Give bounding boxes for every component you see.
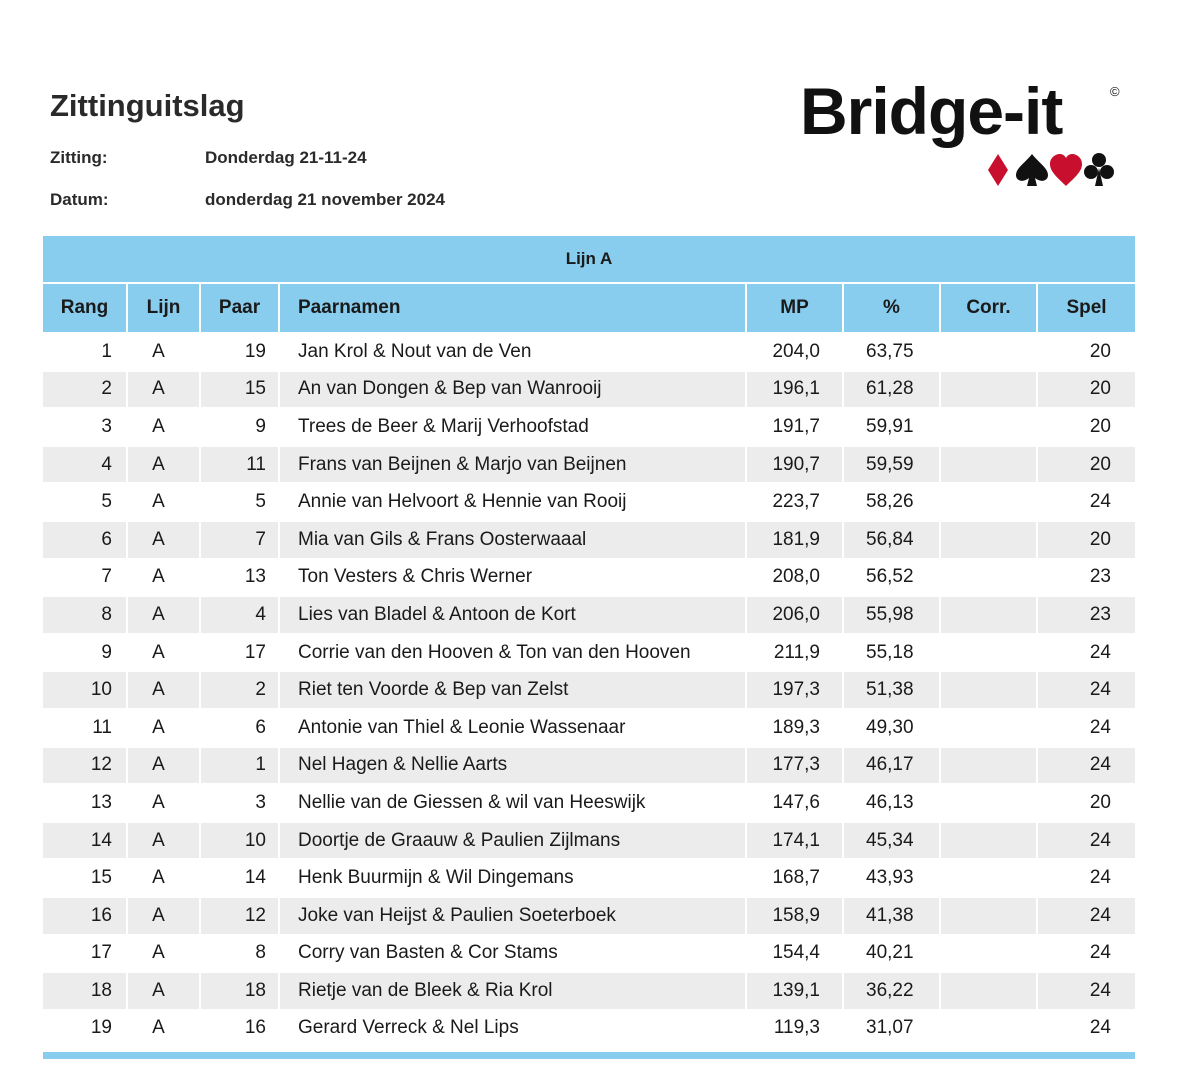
cell-rang: 14 bbox=[43, 822, 127, 860]
club-icon bbox=[1084, 153, 1114, 186]
table-row bbox=[43, 634, 1135, 672]
cell-percentage: 59,91 bbox=[843, 408, 940, 446]
header-percentage: % bbox=[843, 284, 940, 333]
cell-rang: 15 bbox=[43, 859, 127, 897]
cell-lijn: A bbox=[127, 483, 200, 521]
zitting-value: Donderdag 21-11-24 bbox=[205, 148, 367, 167]
cell-paar: 2 bbox=[200, 671, 279, 709]
cell-paar: 3 bbox=[200, 784, 279, 822]
table-row bbox=[43, 822, 1135, 860]
cell-lijn: A bbox=[127, 371, 200, 409]
cell-paar: 18 bbox=[200, 972, 279, 1010]
table-row bbox=[43, 371, 1135, 409]
cell-spel: 23 bbox=[1037, 559, 1135, 597]
cell-spel: 20 bbox=[1037, 784, 1135, 822]
cell-lijn: A bbox=[127, 784, 200, 822]
cell-rang: 6 bbox=[43, 521, 127, 559]
cell-corr bbox=[940, 1010, 1037, 1047]
cell-spel: 20 bbox=[1037, 408, 1135, 446]
table-row bbox=[43, 596, 1135, 634]
cell-spel: 24 bbox=[1037, 634, 1135, 672]
cell-paar: 16 bbox=[200, 1010, 279, 1047]
header-paar: Paar bbox=[200, 284, 279, 333]
cell-lijn: A bbox=[127, 972, 200, 1010]
cell-spel: 24 bbox=[1037, 897, 1135, 935]
cell-corr bbox=[940, 446, 1037, 484]
cell-mp: 204,0 bbox=[746, 333, 843, 371]
cell-lijn: A bbox=[127, 408, 200, 446]
table-row bbox=[43, 747, 1135, 785]
cell-corr bbox=[940, 972, 1037, 1010]
cell-paarnamen: Frans van Beijnen & Marjo van Beijnen bbox=[279, 446, 746, 484]
cell-spel: 23 bbox=[1037, 596, 1135, 634]
cell-corr bbox=[940, 935, 1037, 973]
cell-mp: 190,7 bbox=[746, 446, 843, 484]
cell-rang: 8 bbox=[43, 596, 127, 634]
cell-paarnamen: Henk Buurmijn & Wil Dingemans bbox=[279, 859, 746, 897]
cell-paarnamen: Mia van Gils & Frans Oosterwaaal bbox=[279, 521, 746, 559]
cell-lijn: A bbox=[127, 333, 200, 371]
table-bottom-bar bbox=[43, 1052, 1135, 1059]
cell-mp: 174,1 bbox=[746, 822, 843, 860]
cell-rang: 18 bbox=[43, 972, 127, 1010]
card-suits bbox=[986, 150, 1116, 190]
cell-spel: 24 bbox=[1037, 483, 1135, 521]
cell-percentage: 59,59 bbox=[843, 446, 940, 484]
cell-paarnamen: Jan Krol & Nout van de Ven bbox=[279, 333, 746, 371]
cell-paarnamen: Doortje de Graauw & Paulien Zijlmans bbox=[279, 822, 746, 860]
cell-paar: 13 bbox=[200, 559, 279, 597]
header-paarnamen: Paarnamen bbox=[279, 284, 746, 333]
cell-mp: 168,7 bbox=[746, 859, 843, 897]
header-corr: Corr. bbox=[940, 284, 1037, 333]
cell-corr bbox=[940, 784, 1037, 822]
cell-percentage: 49,30 bbox=[843, 709, 940, 747]
cell-percentage: 40,21 bbox=[843, 935, 940, 973]
cell-lijn: A bbox=[127, 1010, 200, 1047]
cell-spel: 24 bbox=[1037, 709, 1135, 747]
cell-spel: 20 bbox=[1037, 446, 1135, 484]
cell-rang: 1 bbox=[43, 333, 127, 371]
diamond-icon bbox=[988, 154, 1008, 186]
header-lijn: Lijn bbox=[127, 284, 200, 333]
cell-mp: 197,3 bbox=[746, 671, 843, 709]
cell-paar: 14 bbox=[200, 859, 279, 897]
table-row bbox=[43, 483, 1135, 521]
cell-mp: 223,7 bbox=[746, 483, 843, 521]
heart-icon bbox=[1050, 154, 1082, 186]
cell-mp: 154,4 bbox=[746, 935, 843, 973]
cell-lijn: A bbox=[127, 446, 200, 484]
header-rang: Rang bbox=[43, 284, 127, 333]
cell-lijn: A bbox=[127, 709, 200, 747]
cell-paar: 8 bbox=[200, 935, 279, 973]
cell-corr bbox=[940, 408, 1037, 446]
cell-mp: 189,3 bbox=[746, 709, 843, 747]
cell-paarnamen: Antonie van Thiel & Leonie Wassenaar bbox=[279, 709, 746, 747]
cell-paarnamen: Corrie van den Hooven & Ton van den Hooven bbox=[279, 634, 746, 672]
cell-lijn: A bbox=[127, 897, 200, 935]
cell-spel: 20 bbox=[1037, 333, 1135, 371]
cell-paar: 4 bbox=[200, 596, 279, 634]
cell-percentage: 58,26 bbox=[843, 483, 940, 521]
cell-corr bbox=[940, 897, 1037, 935]
results-table bbox=[43, 284, 1135, 1046]
cell-spel: 24 bbox=[1037, 935, 1135, 973]
cell-rang: 12 bbox=[43, 747, 127, 785]
cell-paarnamen: Corry van Basten & Cor Stams bbox=[279, 935, 746, 973]
cell-paar: 9 bbox=[200, 408, 279, 446]
table-header-row bbox=[43, 284, 1135, 333]
table-row bbox=[43, 972, 1135, 1010]
cell-mp: 139,1 bbox=[746, 972, 843, 1010]
cell-percentage: 55,18 bbox=[843, 634, 940, 672]
cell-paar: 7 bbox=[200, 521, 279, 559]
datum-label: Datum: bbox=[50, 190, 109, 209]
spade-icon bbox=[1016, 154, 1048, 186]
copyright-mark: © bbox=[1110, 84, 1120, 99]
header-mp: MP bbox=[746, 284, 843, 333]
cell-percentage: 61,28 bbox=[843, 371, 940, 409]
cell-corr bbox=[940, 634, 1037, 672]
table-row bbox=[43, 559, 1135, 597]
cell-paar: 10 bbox=[200, 822, 279, 860]
cell-rang: 13 bbox=[43, 784, 127, 822]
cell-lijn: A bbox=[127, 596, 200, 634]
table-row bbox=[43, 1010, 1135, 1047]
datum-value: donderdag 21 november 2024 bbox=[205, 190, 445, 209]
cell-lijn: A bbox=[127, 559, 200, 597]
cell-percentage: 46,17 bbox=[843, 747, 940, 785]
cell-lijn: A bbox=[127, 747, 200, 785]
cell-rang: 19 bbox=[43, 1010, 127, 1047]
cell-percentage: 45,34 bbox=[843, 822, 940, 860]
cell-percentage: 36,22 bbox=[843, 972, 940, 1010]
table-row bbox=[43, 897, 1135, 935]
cell-corr bbox=[940, 596, 1037, 634]
cell-paarnamen: Nel Hagen & Nellie Aarts bbox=[279, 747, 746, 785]
cell-paarnamen: Rietje van de Bleek & Ria Krol bbox=[279, 972, 746, 1010]
cell-percentage: 46,13 bbox=[843, 784, 940, 822]
cell-mp: 211,9 bbox=[746, 634, 843, 672]
cell-spel: 24 bbox=[1037, 972, 1135, 1010]
header-spel: Spel bbox=[1037, 284, 1135, 333]
cell-paar: 19 bbox=[200, 333, 279, 371]
cell-percentage: 56,84 bbox=[843, 521, 940, 559]
cell-paar: 12 bbox=[200, 897, 279, 935]
table-row bbox=[43, 333, 1135, 371]
cell-paarnamen: Joke van Heijst & Paulien Soeterboek bbox=[279, 897, 746, 935]
table-row bbox=[43, 784, 1135, 822]
cell-corr bbox=[940, 483, 1037, 521]
cell-spel: 24 bbox=[1037, 822, 1135, 860]
cell-spel: 24 bbox=[1037, 671, 1135, 709]
cell-paar: 15 bbox=[200, 371, 279, 409]
table-row bbox=[43, 935, 1135, 973]
cell-corr bbox=[940, 822, 1037, 860]
table-row bbox=[43, 521, 1135, 559]
cell-lijn: A bbox=[127, 634, 200, 672]
cell-mp: 208,0 bbox=[746, 559, 843, 597]
cell-rang: 3 bbox=[43, 408, 127, 446]
logo-text: Bridge-it bbox=[800, 74, 1063, 148]
group-title: Lijn A bbox=[43, 236, 1135, 284]
cell-rang: 9 bbox=[43, 634, 127, 672]
cell-paar: 5 bbox=[200, 483, 279, 521]
zitting-label: Zitting: bbox=[50, 148, 108, 167]
results-body bbox=[43, 333, 1135, 1046]
cell-spel: 24 bbox=[1037, 747, 1135, 785]
cell-spel: 24 bbox=[1037, 1010, 1135, 1047]
cell-rang: 4 bbox=[43, 446, 127, 484]
cell-rang: 17 bbox=[43, 935, 127, 973]
cell-percentage: 43,93 bbox=[843, 859, 940, 897]
table-row bbox=[43, 408, 1135, 446]
cell-corr bbox=[940, 559, 1037, 597]
cell-paar: 17 bbox=[200, 634, 279, 672]
cell-paarnamen: Annie van Helvoort & Hennie van Rooij bbox=[279, 483, 746, 521]
cell-paarnamen: Lies van Bladel & Antoon de Kort bbox=[279, 596, 746, 634]
cell-lijn: A bbox=[127, 935, 200, 973]
cell-lijn: A bbox=[127, 521, 200, 559]
cell-rang: 11 bbox=[43, 709, 127, 747]
cell-paar: 11 bbox=[200, 446, 279, 484]
cell-lijn: A bbox=[127, 671, 200, 709]
table-row bbox=[43, 671, 1135, 709]
cell-mp: 196,1 bbox=[746, 371, 843, 409]
results-table-wrapper bbox=[43, 236, 1135, 1059]
table-row bbox=[43, 709, 1135, 747]
cell-corr bbox=[940, 747, 1037, 785]
cell-corr bbox=[940, 521, 1037, 559]
cell-corr bbox=[940, 709, 1037, 747]
cell-rang: 2 bbox=[43, 371, 127, 409]
cell-paarnamen: Trees de Beer & Marij Verhoofstad bbox=[279, 408, 746, 446]
cell-mp: 119,3 bbox=[746, 1010, 843, 1047]
cell-corr bbox=[940, 859, 1037, 897]
cell-paarnamen: Nellie van de Giessen & wil van Heeswijk bbox=[279, 784, 746, 822]
cell-spel: 20 bbox=[1037, 371, 1135, 409]
cell-lijn: A bbox=[127, 822, 200, 860]
cell-percentage: 51,38 bbox=[843, 671, 940, 709]
cell-rang: 10 bbox=[43, 671, 127, 709]
cell-paarnamen: Ton Vesters & Chris Werner bbox=[279, 559, 746, 597]
cell-corr bbox=[940, 371, 1037, 409]
cell-paar: 1 bbox=[200, 747, 279, 785]
cell-rang: 16 bbox=[43, 897, 127, 935]
cell-mp: 147,6 bbox=[746, 784, 843, 822]
bridge-it-logo bbox=[800, 74, 1130, 193]
cell-paarnamen: Riet ten Voorde & Bep van Zelst bbox=[279, 671, 746, 709]
cell-corr bbox=[940, 671, 1037, 709]
cell-lijn: A bbox=[127, 859, 200, 897]
cell-spel: 24 bbox=[1037, 859, 1135, 897]
cell-percentage: 41,38 bbox=[843, 897, 940, 935]
cell-mp: 206,0 bbox=[746, 596, 843, 634]
cell-spel: 20 bbox=[1037, 521, 1135, 559]
cell-paar: 6 bbox=[200, 709, 279, 747]
cell-percentage: 63,75 bbox=[843, 333, 940, 371]
cell-percentage: 56,52 bbox=[843, 559, 940, 597]
table-row bbox=[43, 446, 1135, 484]
cell-mp: 158,9 bbox=[746, 897, 843, 935]
cell-corr bbox=[940, 333, 1037, 371]
cell-mp: 191,7 bbox=[746, 408, 843, 446]
table-row bbox=[43, 859, 1135, 897]
cell-rang: 5 bbox=[43, 483, 127, 521]
cell-mp: 177,3 bbox=[746, 747, 843, 785]
cell-percentage: 55,98 bbox=[843, 596, 940, 634]
cell-mp: 181,9 bbox=[746, 521, 843, 559]
cell-rang: 7 bbox=[43, 559, 127, 597]
page-title: Zittinguitslag bbox=[50, 88, 245, 123]
cell-percentage: 31,07 bbox=[843, 1010, 940, 1047]
cell-paarnamen: An van Dongen & Bep van Wanrooij bbox=[279, 371, 746, 409]
cell-paarnamen: Gerard Verreck & Nel Lips bbox=[279, 1010, 746, 1047]
